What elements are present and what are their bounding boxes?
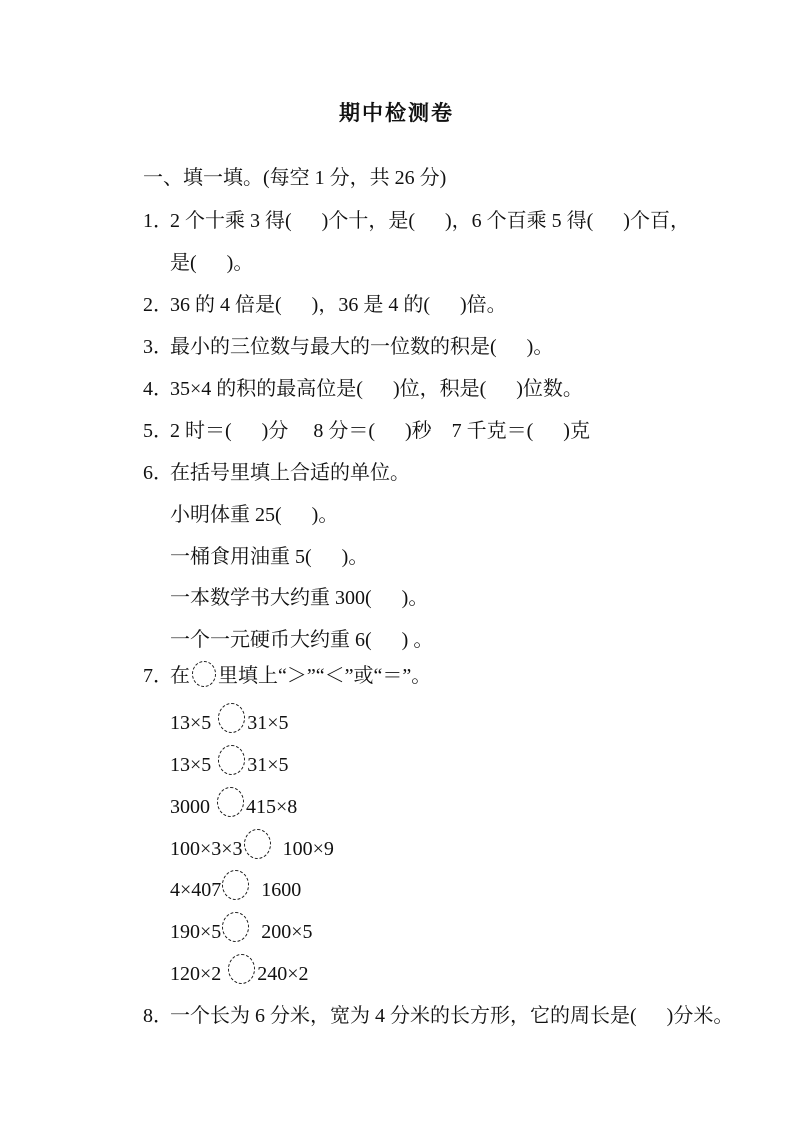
question-7-text-after: 里填上“＞”“＜”或“＝”。 (218, 665, 432, 687)
question-7-pair-1 (170, 712, 289, 742)
question-7 (143, 665, 431, 691)
question-6-item-2 (170, 546, 368, 569)
question-3-text: 最小的三位数与最大的一位数的积是( )。 (170, 336, 554, 358)
question-1-number: 1． (143, 210, 173, 232)
question-6-item-1 (170, 504, 338, 527)
question-8-text: 一个长为 6 分米，宽为 4 分米的长方形，它的周长是( )分米。 (170, 1005, 734, 1027)
question-7-pair-4 (170, 838, 334, 868)
pair-right: 1600 (261, 879, 302, 901)
question-2-number: 2． (143, 294, 173, 316)
question-7-number: 7． (143, 665, 173, 687)
pair-right: 200×5 (261, 921, 313, 943)
question-8-number: 8． (143, 1005, 173, 1027)
compare-circle-icon (218, 703, 245, 733)
section-heading-text: 一、填一填。(每空 1 分，共 26 分) (143, 167, 447, 189)
compare-circle-icon (222, 912, 249, 942)
question-6-item-3-text: 一本数学书大约重 300( )。 (170, 587, 429, 609)
question-6-item-1-text: 小明体重 25( )。 (170, 504, 339, 526)
question-3-number: 3． (143, 336, 173, 358)
question-4-text: 35×4 的积的最高位是( )位，积是( )位数。 (170, 378, 583, 400)
compare-circle-icon (222, 870, 249, 900)
pair-left: 13×5 (170, 754, 212, 776)
pair-right: 415×8 (246, 796, 298, 818)
question-7-text-before: 在 (170, 665, 190, 687)
question-7-pair-5 (170, 879, 301, 909)
question-1-text-continued: 是( )。 (170, 252, 254, 274)
question-4 (143, 378, 583, 401)
section-heading (143, 167, 446, 190)
question-6-item-4 (170, 629, 433, 652)
question-7-pair-7 (170, 963, 309, 993)
question-7-pair-3 (170, 796, 297, 826)
pair-left: 3000 (170, 796, 210, 818)
compare-circle-icon (244, 829, 271, 859)
pair-left: 190×5 (170, 921, 222, 943)
pair-right: 31×5 (247, 712, 289, 734)
question-6 (143, 462, 410, 485)
question-5-number: 5． (143, 420, 173, 442)
question-2 (143, 294, 507, 317)
question-7-pair-6 (170, 921, 313, 951)
pair-right: 240×2 (257, 963, 309, 985)
compare-circle-icon (228, 954, 255, 984)
question-6-item-4-text: 一个一元硬币大约重 6( ) 。 (170, 629, 434, 651)
pair-right: 100×9 (282, 838, 334, 860)
question-6-item-3 (170, 587, 428, 610)
pair-left: 100×3×3 (170, 838, 243, 860)
page-title: 期中检测卷 (339, 102, 454, 125)
question-7-pair-2 (170, 754, 289, 784)
question-1-line-2 (170, 252, 253, 275)
pair-right: 31×5 (247, 754, 289, 776)
compare-circle-icon (218, 745, 245, 775)
pair-left: 13×5 (170, 712, 212, 734)
question-1-line-1 (143, 210, 690, 233)
compare-circle-icon (192, 661, 216, 687)
pair-left: 4×407 (170, 879, 222, 901)
question-1-text: 2 个十乘 3 得( )个十，是( )，6 个百乘 5 得( )个百， (170, 210, 690, 232)
question-5-text: 2 时＝( )分 8 分＝( )秒 7 千克＝( )克 (170, 420, 590, 442)
question-3 (143, 336, 553, 359)
question-8 (143, 1005, 733, 1028)
question-6-item-2-text: 一桶食用油重 5( )。 (170, 546, 369, 568)
compare-circle-icon (217, 787, 244, 817)
question-2-text: 36 的 4 倍是( )，36 是 4 的( )倍。 (170, 294, 507, 316)
pair-left: 120×2 (170, 963, 222, 985)
question-4-number: 4． (143, 378, 173, 400)
question-6-number: 6． (143, 462, 173, 484)
question-5 (143, 420, 590, 443)
question-6-text: 在括号里填上合适的单位。 (170, 462, 410, 484)
